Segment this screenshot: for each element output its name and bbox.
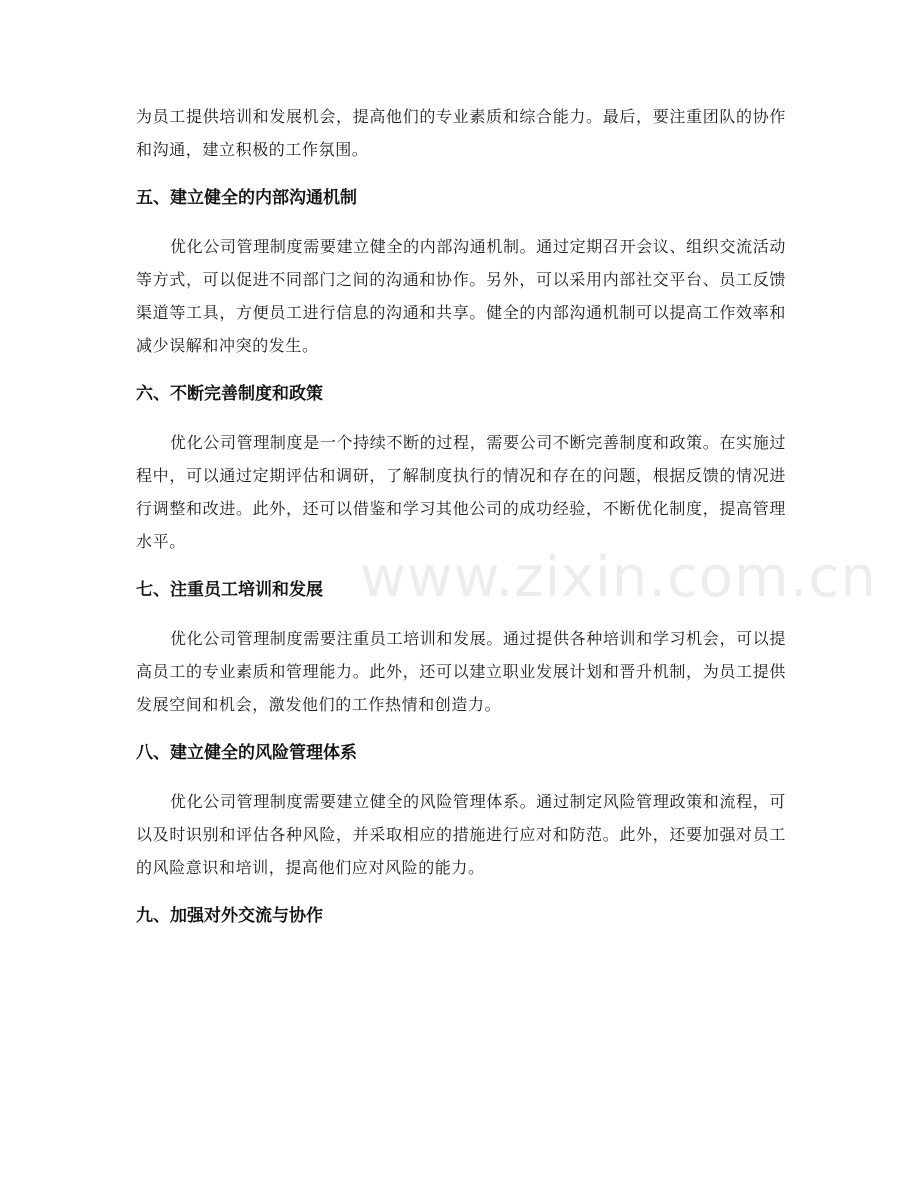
section-body-6: 优化公司管理制度是一个持续不断的过程，需要公司不断完善制度和政策。在实施过程中，可以通过定期评估和调研，了解制度执行的情况和存在的问题，根据反馈的情况进行调整和改进。此外，还可以借鉴和学习其他公司的成功经验，不断优化制度，提高管理水平。 <box>136 433 786 551</box>
section-heading-7: 七、注重员工培训和发展 <box>136 580 323 600</box>
section-heading-8: 八、建立健全的风险管理体系 <box>136 743 357 763</box>
document-body <box>136 100 786 933</box>
section-body-7: 优化公司管理制度需要注重员工培训和发展。通过提供各种培训和学习机会，可以提高员工的专业素质和管理能力。此外，还可以建立职业发展计划和晋升机制，为员工提供发展空间和机会，激发他们的工作热情和创造力。 <box>136 629 786 714</box>
intro-paragraph: 为员工提供培训和发展机会，提高他们的专业素质和综合能力。最后，要注重团队的协作和沟通，建立积极的工作氛围。 <box>136 107 786 159</box>
section-heading-9: 九、加强对外交流与协作 <box>136 906 323 926</box>
section-body-8: 优化公司管理制度需要建立健全的风险管理体系。通过制定风险管理政策和流程，可以及时识别和评估各种风险，并采取相应的措施进行应对和防范。此外，还要加强对员工的风险意识和培训，提高他们应对风险的能力。 <box>136 792 786 877</box>
watermark: www.zixin.com.cn <box>360 545 877 610</box>
section-heading-5: 五、建立健全的内部沟通机制 <box>136 188 357 208</box>
section-body-5: 优化公司管理制度需要建立健全的内部沟通机制。通过定期召开会议、组织交流活动等方式，可以促进不同部门之间的沟通和协作。另外，可以采用内部社交平台、员工反馈渠道等工具，方便员工进行信息的沟通和共享。健全的内部沟通机制可以提高工作效率和减少误解和冲突的发生。 <box>136 237 786 355</box>
section-heading-6: 六、不断完善制度和政策 <box>136 384 323 404</box>
